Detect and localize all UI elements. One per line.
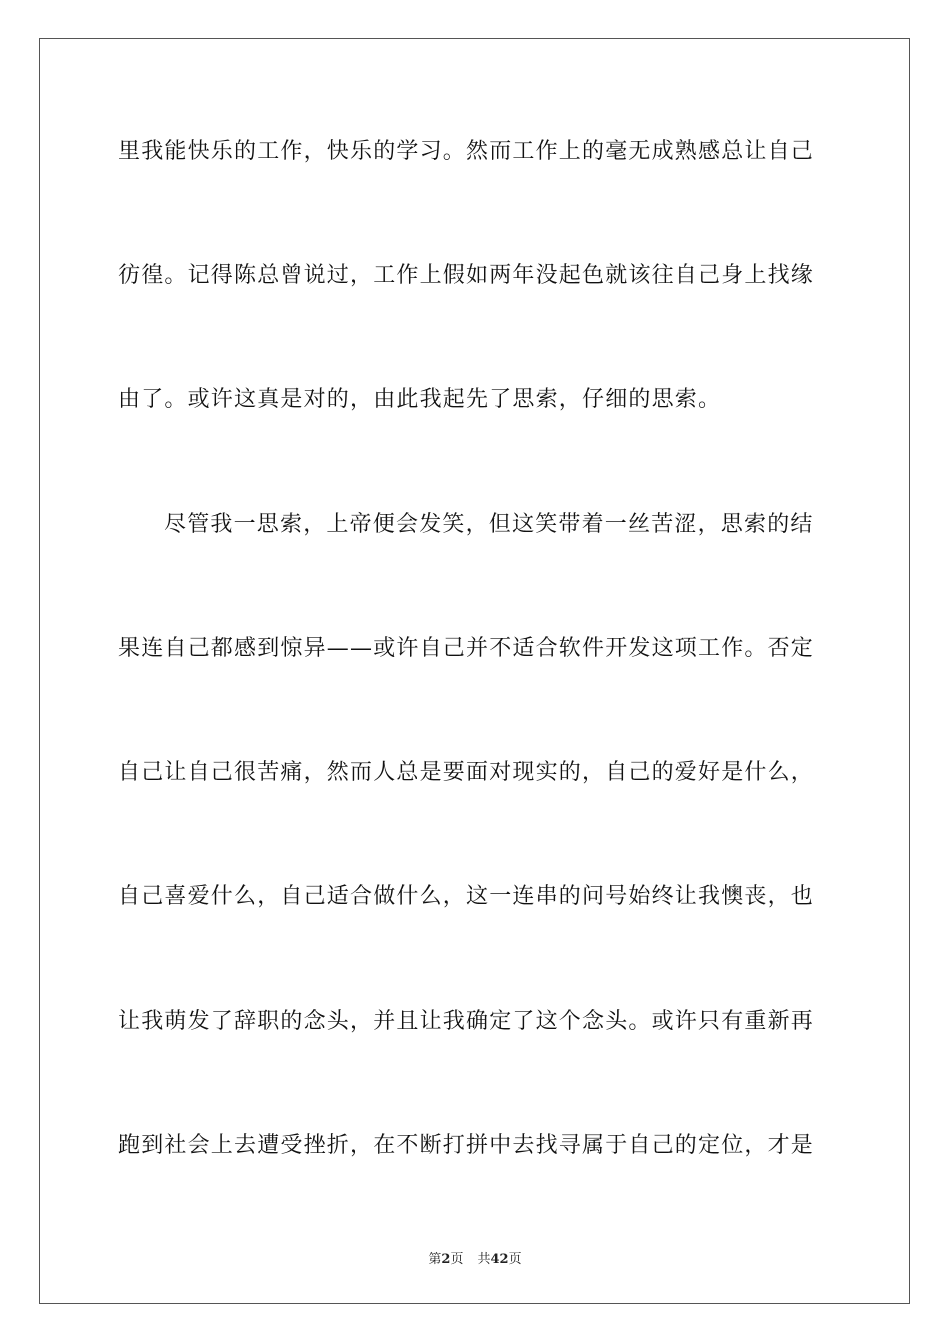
text-line-8: 让我萌发了辞职的念头，并且让我确定了这个念头。或许只有重新再 — [118, 1009, 815, 1034]
total-suffix: 页 — [508, 1252, 522, 1267]
page-footer — [0, 1248, 950, 1267]
text-line-1: 里我能快乐的工作，快乐的学习。然而工作上的毫无成熟感总让自己 — [118, 139, 815, 164]
text-line-5: 果连自己都感到惊异——或许自己并不适合软件开发这项工作。否定 — [118, 636, 815, 661]
text-line-6: 自己让自己很苦痛，然而人总是要面对现实的，自己的爱好是什么， — [118, 760, 815, 785]
page-frame — [39, 38, 910, 1304]
page-suffix: 页 — [450, 1252, 464, 1267]
text-line-4: 尽管我一思索，上帝便会发笑，但这笑带着一丝苦涩，思索的结 — [164, 512, 814, 537]
text-line-3: 由了。或许这真是对的，由此我起先了思索，仔细的思索。 — [118, 387, 722, 412]
text-line-7: 自己喜爱什么，自己适合做什么，这一连串的问号始终让我懊丧，也 — [118, 884, 815, 909]
text-line-9: 跑到社会上去遭受挫折，在不断打拼中去找寻属于自己的定位，才是 — [118, 1133, 815, 1158]
text-line-2: 彷徨。记得陈总曾说过，工作上假如两年没起色就该往自己身上找缘 — [118, 263, 815, 288]
total-pages: 42 — [490, 1252, 509, 1267]
total-prefix: 共 — [477, 1252, 491, 1267]
page-number: 2 — [441, 1252, 451, 1267]
page-prefix: 第 — [428, 1252, 442, 1267]
